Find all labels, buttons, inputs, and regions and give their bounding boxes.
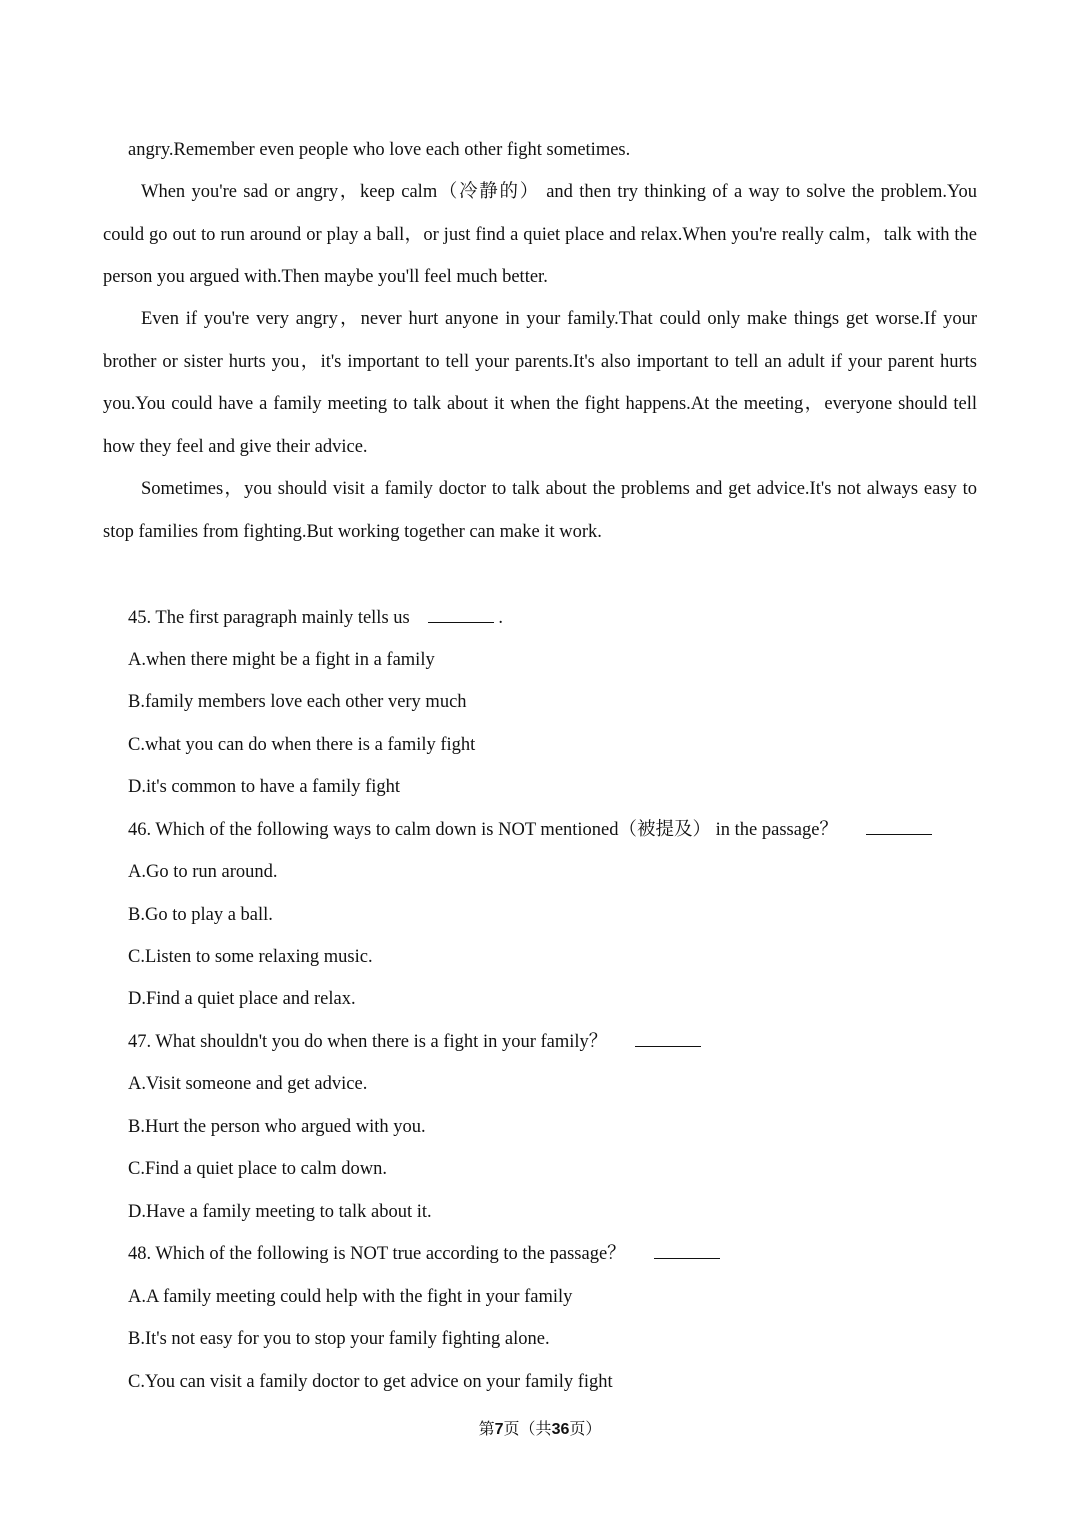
- question-46-option-b: B.Go to play a ball.: [128, 905, 273, 925]
- question-45-text: 45. The first paragraph mainly tells us: [128, 608, 410, 628]
- question-46-option-c: C.Listen to some relaxing music.: [128, 947, 373, 967]
- answer-blank-46[interactable]: [866, 818, 932, 835]
- question-45-option-b: B.family members love each other very much: [128, 692, 467, 712]
- question-45-stem: [128, 606, 503, 630]
- question-48-option-a: A.A family meeting could help with the fight in your family: [128, 1287, 573, 1307]
- question-48-option-b: B.It's not easy for you to stop your family fighting alone.: [128, 1329, 550, 1349]
- answer-blank-47[interactable]: [635, 1030, 701, 1047]
- question-47-option-b: B.Hurt the person who argued with you.: [128, 1117, 426, 1137]
- question-48-option-c: C.You can visit a family doctor to get advice on your family fight: [128, 1372, 613, 1392]
- footer-prefix: 第: [478, 1421, 495, 1438]
- question-45-option-a: A.when there might be a fight in a family: [128, 650, 435, 670]
- question-47-stem: [128, 1030, 701, 1054]
- question-47-option-d: D.Have a family meeting to talk about it.: [128, 1202, 432, 1222]
- question-47-option-a: A.Visit someone and get advice.: [128, 1074, 368, 1094]
- passage-paragraph-0: angry.Remember even people who love each other fight sometimes.: [128, 140, 631, 160]
- question-48-stem: [128, 1242, 720, 1266]
- question-45-period: .: [498, 608, 503, 628]
- footer-mid: 页（共: [503, 1421, 552, 1438]
- passage-paragraph-2: Even if you're very angry，never hurt anyone in your family.That could only make things get worse.If your brother or sister hurts you，it's important to tell your parents.It's also important to tell an adult if your parent hurts you.You could have a family meeting to talk about it when the fight happens.At the meeting，everyone should tell how they feel and give their advice.: [103, 309, 977, 457]
- question-47-option-c: C.Find a quiet place to calm down.: [128, 1159, 387, 1179]
- question-46-stem: [128, 818, 932, 842]
- question-45-option-c: C.what you can do when there is a family fight: [128, 735, 476, 755]
- page-footer: [0, 1416, 1080, 1439]
- question-46-option-a: A.Go to run around.: [128, 862, 278, 882]
- footer-page-number: 7: [494, 1421, 504, 1438]
- question-47-text: 47. What shouldn't you do when there is a fight in your family？: [128, 1032, 608, 1052]
- passage-paragraph-1: When you're sad or angry，keep calm（冷静的） and then try thinking of a way to solve the problem.You could go out to run around or play a ball，or just find a quiet place and relax.When you're really calm，talk with the person you argued with.Then maybe you'll feel much better.: [103, 182, 977, 287]
- footer-total-pages: 36: [551, 1421, 570, 1438]
- answer-blank-48[interactable]: [654, 1242, 720, 1259]
- passage-paragraph-3: Sometimes，you should visit a family doctor to talk about the problems and get advice.It's not always easy to stop families from fighting.But working together can make it work.: [103, 479, 977, 542]
- question-48-text: 48. Which of the following is NOT true according to the passage？: [128, 1244, 626, 1264]
- question-46-option-d: D.Find a quiet place and relax.: [128, 989, 356, 1009]
- answer-blank-45[interactable]: [428, 606, 494, 623]
- footer-suffix: 页）: [569, 1421, 602, 1438]
- question-46-text: 46. Which of the following ways to calm down is NOT mentioned（被提及） in the passage？: [128, 820, 838, 840]
- question-45-option-d: D.it's common to have a family fight: [128, 777, 401, 797]
